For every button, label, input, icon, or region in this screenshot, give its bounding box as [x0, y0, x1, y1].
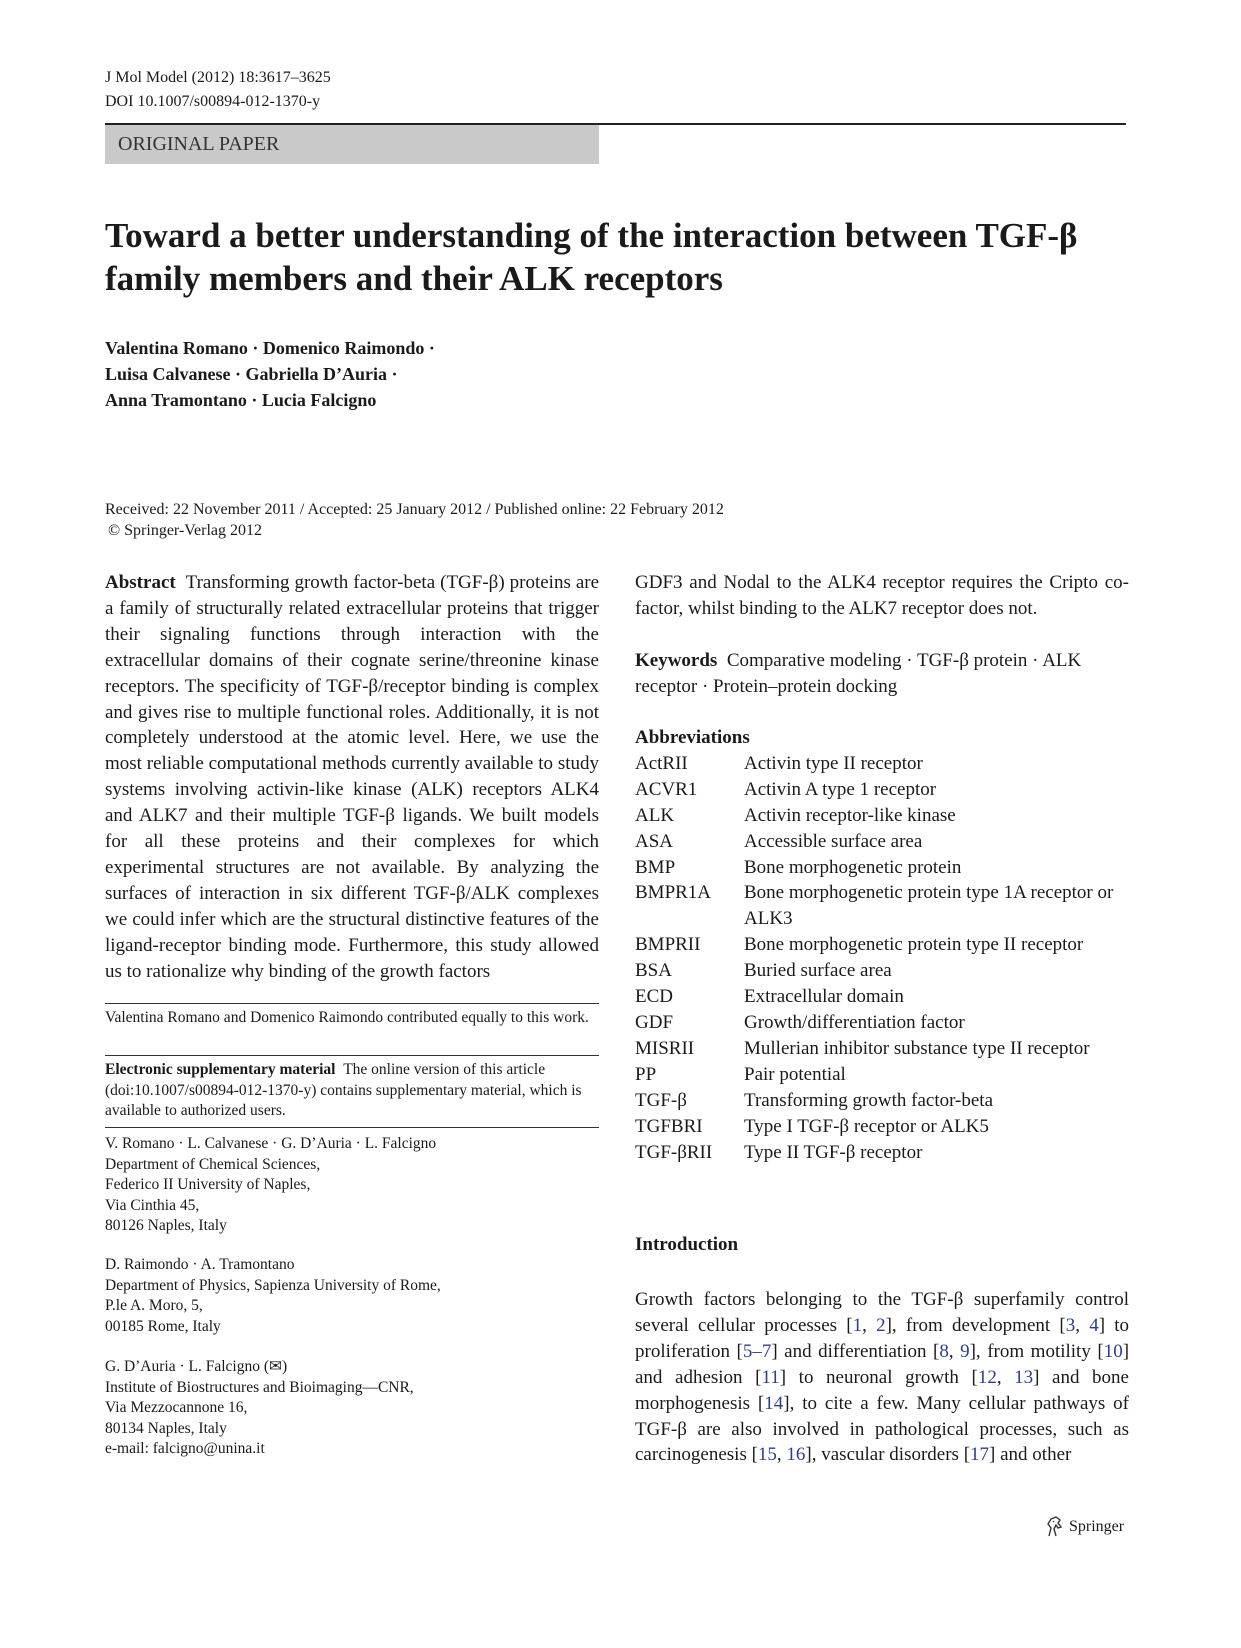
- abstract-label: Abstract: [105, 572, 176, 593]
- intro-text-segment: ] and differentiation [: [771, 1340, 940, 1362]
- citation-link[interactable]: 9: [960, 1340, 970, 1362]
- footnote-rule: [105, 1003, 599, 1004]
- abbreviation-row: [635, 932, 1129, 958]
- intro-text-segment: ] and other: [989, 1444, 1072, 1466]
- publisher-name: Springer: [1069, 1518, 1125, 1535]
- abbreviation-definition: Mullerian inhibitor substance type II receptor: [744, 1037, 1090, 1059]
- journal-header: [105, 66, 331, 114]
- abbreviation-definition: Activin A type 1 receptor: [744, 778, 937, 800]
- abbreviation-term: MISRII: [635, 1037, 695, 1059]
- affiliation-line: Federico II University of Naples,: [105, 1176, 311, 1193]
- esm-text: The online version of this article (doi:10.1007/s00894-012-1370-y) contains supplementary material, which is available to authorized users.: [105, 1061, 582, 1119]
- abbreviation-term: BSA: [635, 960, 672, 982]
- affiliation-names: G. D’Auria · L. Falcigno (✉): [105, 1358, 288, 1375]
- citation-link[interactable]: 3: [1065, 1314, 1076, 1336]
- introduction-heading: Introduction: [635, 1234, 739, 1255]
- authors-line-1: Valentina Romano · Domenico Raimondo ·: [105, 338, 435, 358]
- affiliation-line: Via Mezzocannone 16,: [105, 1399, 248, 1416]
- intro-text-segment: ,: [948, 1340, 961, 1362]
- author-list: [105, 335, 435, 413]
- abbreviation-row: [635, 880, 1129, 932]
- intro-text-segment: ] and bone morphogenesis [: [635, 1366, 1129, 1414]
- intro-text-segment: ,: [996, 1366, 1015, 1388]
- authors-line-2: Luisa Calvanese · Gabriella D’Auria ·: [105, 364, 398, 384]
- publication-dates: [105, 499, 724, 541]
- footnote-rule-3: [105, 1127, 599, 1128]
- intro-text-segment: Growth factors belonging to the TGF-β superfamily control several cellular processes [: [635, 1289, 1129, 1336]
- affiliation-line: P.le A. Moro, 5,: [105, 1297, 203, 1314]
- affiliation-names: D. Raimondo · A. Tramontano: [105, 1256, 295, 1273]
- equal-contribution-note: Valentina Romano and Domenico Raimondo contributed equally to this work.: [105, 1009, 589, 1026]
- citation-link[interactable]: 13: [1014, 1366, 1034, 1388]
- citation-link[interactable]: 4: [1089, 1314, 1099, 1336]
- intro-text-segment: ], to cite a few. Many cellular pathways of TGF-β are also involved in pathological processes, such as carcinogenesis [: [635, 1392, 1129, 1466]
- abbreviation-definition: Accessible surface area: [744, 830, 923, 852]
- abbreviation-term: ALK: [635, 804, 675, 826]
- keywords-text: Comparative modeling · TGF-β protein · ALK receptor · Protein–protein docking: [635, 650, 1082, 697]
- abbreviation-term: PP: [635, 1063, 657, 1085]
- abbreviation-term: ActRII: [635, 752, 688, 774]
- affiliation: [105, 1134, 599, 1237]
- affiliation-line: Via Cinthia 45,: [105, 1196, 200, 1214]
- section-label: ORIGINAL PAPER: [105, 125, 599, 164]
- affiliation-line: Institute of Biostructures and Bioimaging—CNR,: [105, 1378, 414, 1396]
- esm-label: Electronic supplementary material: [105, 1061, 336, 1078]
- affiliation-line: Department of Chemical Sciences,: [105, 1155, 321, 1173]
- abbreviation-row: [635, 1140, 1129, 1166]
- abbreviation-term: BMP: [635, 856, 676, 878]
- abbreviation-row: [635, 751, 1129, 777]
- abbreviation-term: TGF-βRII: [635, 1141, 713, 1163]
- citation-link[interactable]: 10: [1103, 1340, 1123, 1362]
- paper-title: [105, 214, 1135, 300]
- abbreviation-definition: Activin type II receptor: [744, 752, 923, 774]
- title-line-2: family members and their ALK receptors: [105, 259, 723, 298]
- intro-text-segment: ] and adhesion [: [635, 1340, 1130, 1388]
- abstract-text: Transforming growth factor-beta (TGF-β) proteins are a family of structurally related extracellular proteins that trigger their signaling functions through interaction with the extracellular domains of their cognate serine/threonine kinase receptors. The specificity of TGF-β/receptor binding is complex and gives rise to multiple functional roles. Additionally, it is not completely understood at the atomic level. Here, we use the most reliable computational methods currently available to study systems involving activin-like kinase (ALK) receptors ALK4 and ALK7 and their multiple TGF-β ligands. We built models for all these proteins and their complexes for which experimental structures are not available. By analyzing the surfaces of interaction in six different TGF-β/ALK complexes we could infer which are the structural distinctive features of the ligand-receptor binding mode. Furthermore, this study allowed us to rationalize why binding of the growth factors: [105, 572, 600, 982]
- email-line[interactable]: e-mail: falcigno@unina.it: [105, 1440, 265, 1457]
- citation-link[interactable]: 14: [764, 1392, 784, 1414]
- citation-link[interactable]: 2: [876, 1314, 886, 1336]
- abbreviation-definition: Bone morphogenetic protein type II receptor: [744, 934, 1084, 956]
- copyright: © Springer-Verlag 2012: [108, 522, 263, 539]
- abbreviation-list: [635, 751, 1129, 1166]
- citation-link[interactable]: 12: [977, 1366, 997, 1388]
- citation-link[interactable]: 15: [757, 1444, 777, 1466]
- abbreviation-definition: Type II TGF-β receptor: [744, 1141, 923, 1163]
- abbreviation-definition: Activin receptor-like kinase: [744, 804, 956, 826]
- abbreviation-row: [635, 829, 1129, 855]
- abbreviation-term: BMPRII: [635, 934, 701, 956]
- abbreviation-term: ASA: [635, 830, 674, 852]
- springer-horse-icon: [1045, 1516, 1065, 1538]
- abbreviation-row: [635, 958, 1129, 984]
- citation-link[interactable]: 16: [786, 1444, 806, 1466]
- abbreviation-row: [635, 1062, 1129, 1088]
- abbreviation-row: [635, 1036, 1129, 1062]
- abstract: [105, 570, 599, 985]
- intro-text-segment: ,: [1075, 1314, 1090, 1336]
- history-dates: Received: 22 November 2011 / Accepted: 25 January 2012 / Published online: 22 February 2012: [105, 501, 724, 518]
- abbreviation-term: GDF: [635, 1011, 674, 1033]
- abbreviation-row: [635, 1010, 1129, 1036]
- intro-text-segment: ] to proliferation [: [635, 1314, 1130, 1362]
- affiliation-line: 80134 Naples, Italy: [105, 1419, 227, 1437]
- intro-text-segment: ], vascular disorders [: [805, 1444, 971, 1466]
- supplementary-note: [105, 1060, 599, 1122]
- abbreviation-definition: Extracellular domain: [744, 986, 904, 1008]
- affiliation-line: 00185 Rome, Italy: [105, 1317, 221, 1335]
- abbreviation-row: [635, 777, 1129, 803]
- abbreviation-row: [635, 855, 1129, 881]
- abbreviation-definition: Growth/differentiation factor: [744, 1011, 965, 1033]
- doi: DOI 10.1007/s00894-012-1370-y: [105, 93, 321, 110]
- affiliation: [105, 1255, 599, 1337]
- introduction-text: [635, 1287, 1129, 1468]
- abbreviation-definition: Bone morphogenetic protein type 1A receptor or ALK3: [744, 882, 1114, 930]
- footnote-rule-2: [105, 1055, 599, 1056]
- journal-citation: J Mol Model (2012) 18:3617–3625: [105, 69, 331, 86]
- citation-link[interactable]: 5–7: [742, 1340, 772, 1362]
- abbreviation-row: [635, 803, 1129, 829]
- intro-text-segment: ] to neuronal growth [: [779, 1366, 978, 1388]
- keywords-label: Keywords: [635, 650, 718, 671]
- intro-text-segment: ,: [862, 1314, 877, 1336]
- affiliation-line: Department of Physics, Sapienza University of Rome,: [105, 1276, 441, 1294]
- publisher-logo: [1045, 1516, 1124, 1538]
- abbreviation-row: [635, 1114, 1129, 1140]
- abbreviation-definition: Buried surface area: [744, 960, 892, 982]
- abbreviations: [635, 725, 1129, 1165]
- intro-text-segment: ,: [776, 1444, 787, 1466]
- title-line-1: Toward a better understanding of the interaction between TGF-β: [105, 216, 1078, 255]
- intro-text-segment: ], from motility [: [969, 1340, 1104, 1362]
- abbreviation-term: ACVR1: [635, 778, 698, 800]
- affiliation-line: 80126 Naples, Italy: [105, 1217, 227, 1234]
- abbreviation-row: [635, 1088, 1129, 1114]
- citation-link[interactable]: 1: [852, 1314, 863, 1336]
- citation-link[interactable]: 17: [970, 1444, 990, 1466]
- intro-text-segment: ], from development [: [885, 1314, 1066, 1336]
- abbreviation-definition: Type I TGF-β receptor or ALK5: [744, 1115, 989, 1137]
- abbreviation-definition: Transforming growth factor-beta: [744, 1089, 994, 1111]
- keywords: [635, 648, 1129, 700]
- abbreviation-row: [635, 984, 1129, 1010]
- citation-link[interactable]: 11: [761, 1366, 780, 1388]
- abstract-continued: GDF3 and Nodal to the ALK4 receptor requires the Cripto co-factor, whilst binding to the ALK7 receptor does not.: [635, 572, 1129, 619]
- abbreviation-term: ECD: [635, 986, 673, 1008]
- abbreviation-term: BMPR1A: [635, 882, 712, 904]
- abbreviation-term: TGF-β: [635, 1089, 687, 1111]
- abbreviation-definition: Bone morphogenetic protein: [744, 856, 962, 878]
- affiliation: [105, 1357, 599, 1460]
- citation-link[interactable]: 8: [939, 1340, 949, 1362]
- affiliation-names: V. Romano · L. Calvanese · G. D’Auria · L. Falcigno: [105, 1135, 437, 1152]
- authors-line-3: Anna Tramontano · Lucia Falcigno: [105, 390, 377, 410]
- abbreviation-definition: Pair potential: [744, 1063, 846, 1085]
- abbreviations-heading: Abbreviations: [635, 727, 750, 748]
- abbreviation-term: TGFBRI: [635, 1115, 703, 1137]
